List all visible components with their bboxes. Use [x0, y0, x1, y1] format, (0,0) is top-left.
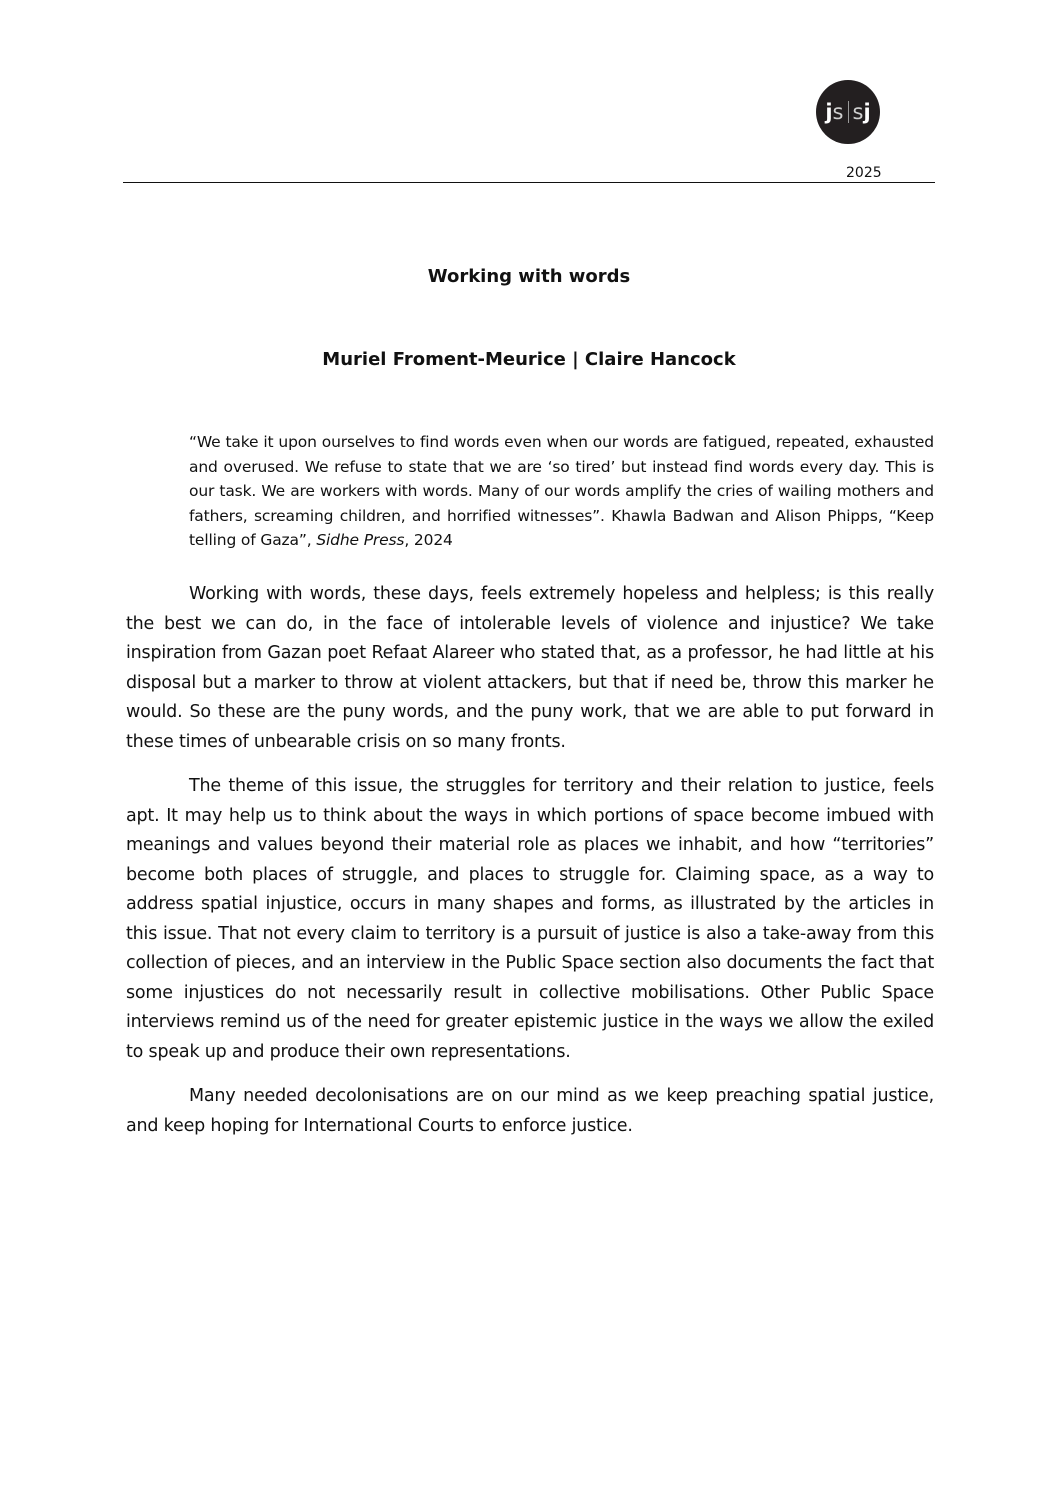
logo-letter-s-left: s: [832, 100, 844, 124]
logo-letter-j-right: j: [863, 100, 871, 124]
article-title: Working with words: [427, 266, 631, 287]
logo-letter-j-left: j: [825, 100, 833, 124]
body-paragraph: Working with words, these days, feels extremely hopeless and helpless; is this really the best we can do, in the face of intolerable levels of violence and injustice? We take inspiration from Gazan poet Refaat Alareer who stated that, as a professor, he had little at his disposal but a marker to throw at violent attackers, but that if need be, throw this marker he would. So these are the puny words, and the puny work, that we are able to put forward in these times of unbearable crisis on so many fronts.: [126, 584, 934, 752]
epigraph-source: Sidhe Press: [316, 531, 405, 549]
journal-logo: [816, 80, 880, 144]
header-rule: [123, 182, 935, 183]
logo-divider: [848, 101, 849, 123]
body-paragraph: Many needed decolonisations are on our mind as we keep preaching spatial justice, and keep hoping for International Courts to enforce justice.: [126, 1086, 934, 1136]
article-body: [126, 580, 934, 1156]
issue-year: 2025: [846, 165, 882, 181]
epigraph-text: “We take it upon ourselves to find words even when our words are fatigued, repeated, exhausted and overused. We refuse to state that we are ‘so tired’ but instead find words every day. This is our task. We are workers with words. Many of our words amplify the cries of wailing mothers and fathers, screaming children, and horrified witnesses”. Khawla Badwan and Alison Phipps, “Keep telling of Gaza”,: [189, 433, 934, 549]
epigraph-year: , 2024: [404, 531, 453, 549]
article-authors: Muriel Froment-Meurice | Claire Hancock: [322, 349, 736, 370]
logo-letter-s-right: s: [852, 100, 864, 124]
epigraph: [189, 430, 934, 553]
body-paragraph: The theme of this issue, the struggles for territory and their relation to justice, feels apt. It may help us to think about the ways in which portions of space become imbued with meanings and values beyond their material role as places we inhabit, and how “territories” become both places of struggle, and places to struggle for. Claiming space, as a way to address spatial injustice, occurs in many shapes and forms, as illustrated by the articles in this issue. That not every claim to territory is a pursuit of justice is also a take-away from this collection of pieces, and an interview in the Public Space section also documents the fact that some injustices do not necessarily result in collective mobilisations. Other Public Space interviews remind us of the need for greater epistemic justice in the ways we allow the exiled to speak up and produce their own representations.: [126, 776, 934, 1062]
